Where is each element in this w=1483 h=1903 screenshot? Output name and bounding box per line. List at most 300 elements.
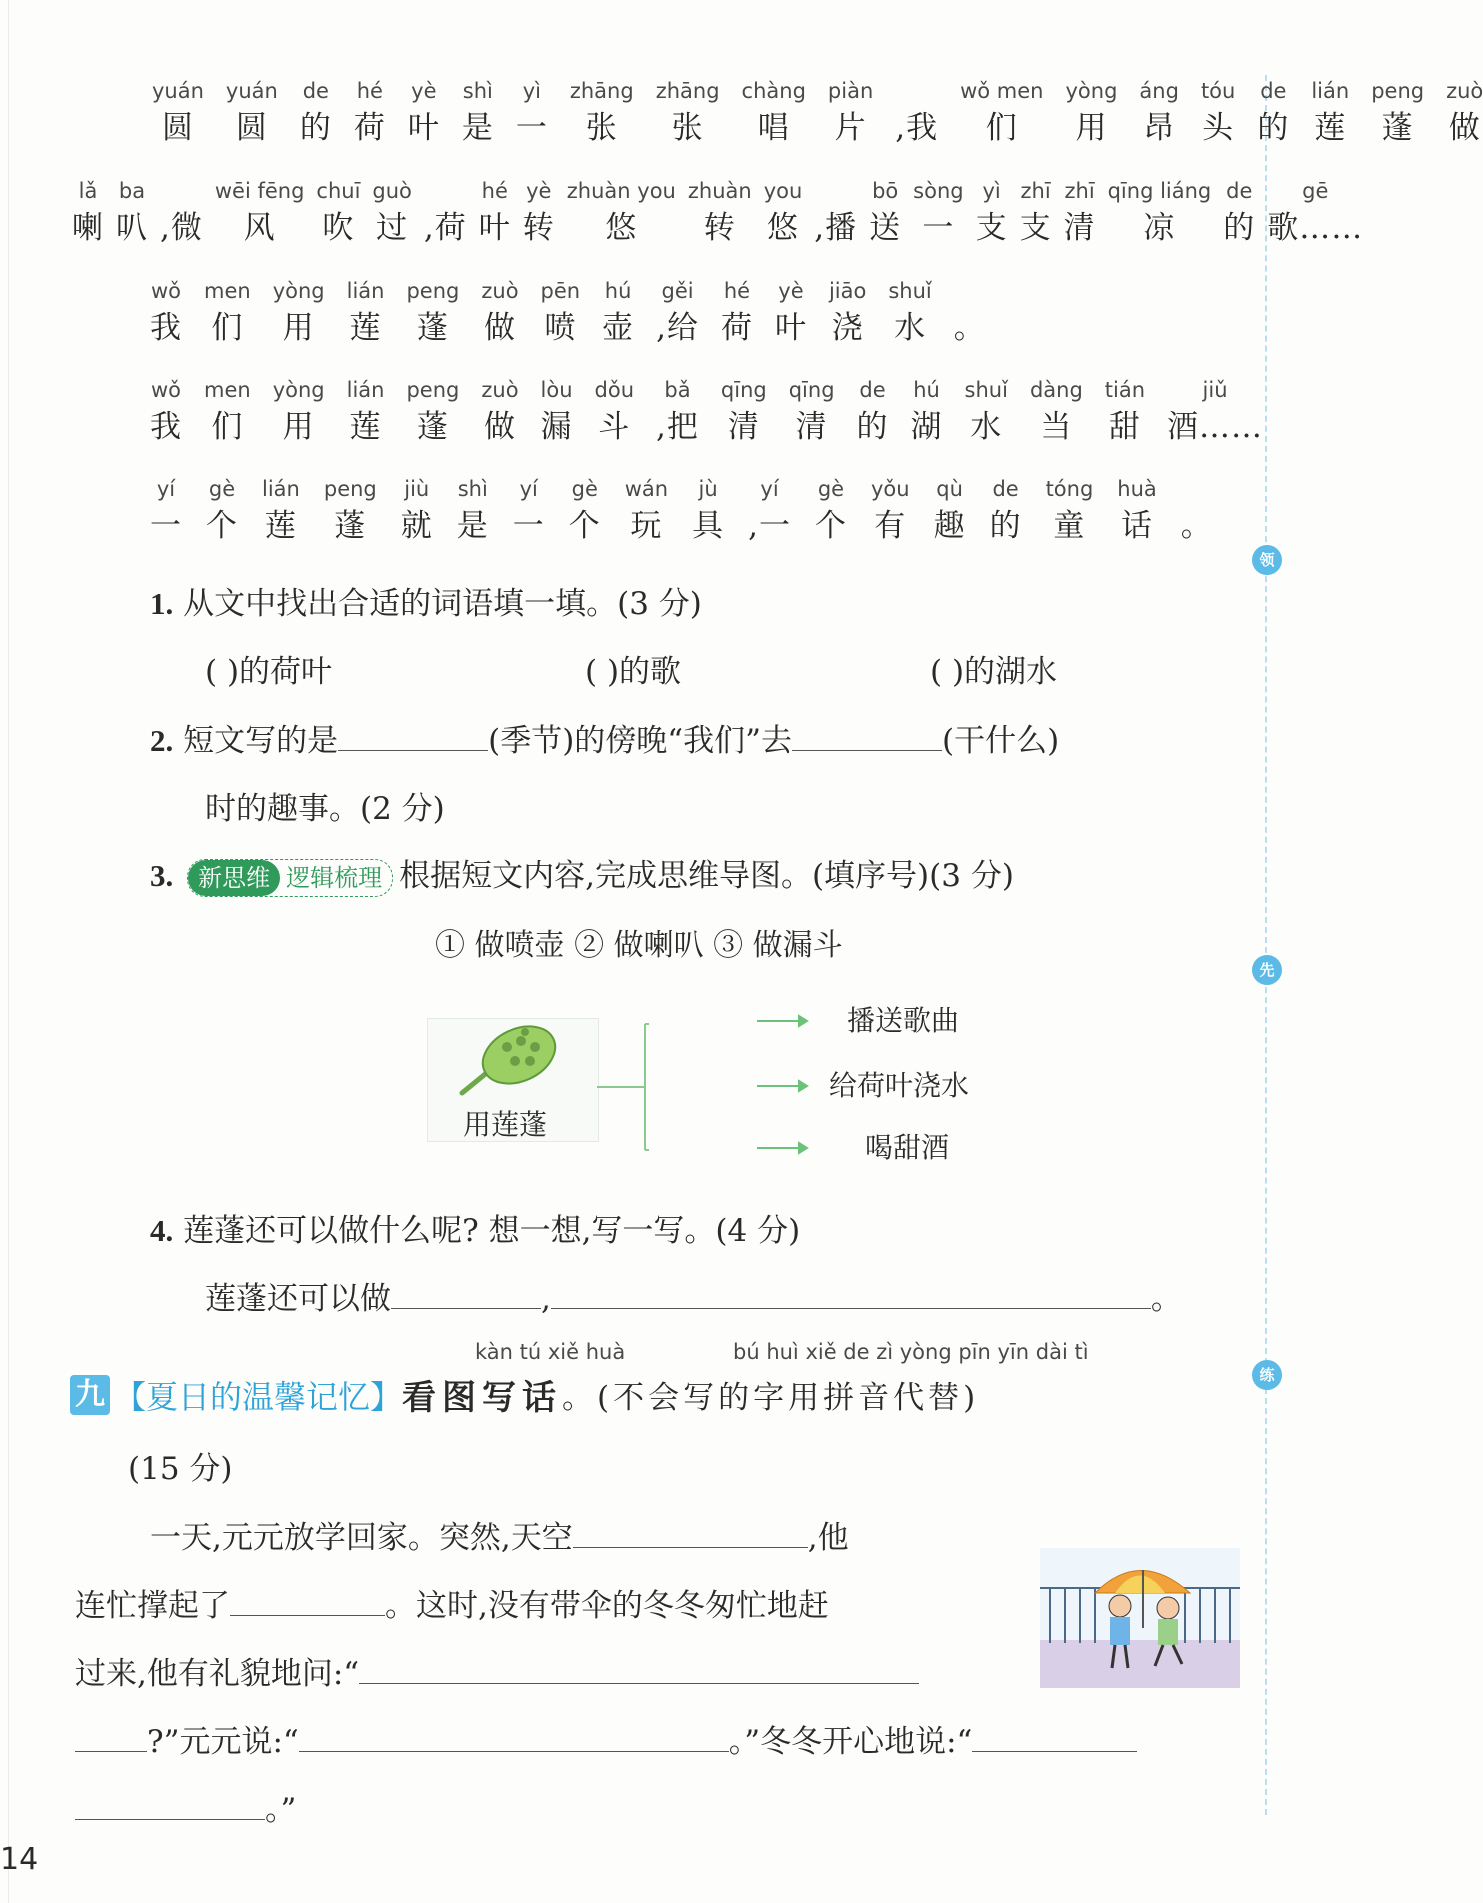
pinyin: peng [406,279,460,303]
side-tab-icon: 领 [1252,545,1282,575]
pinyin: wǒ [150,279,182,303]
pinyin: wǒ men [960,79,1044,103]
pinyin-char-unit [1201,75,1235,149]
hanzi: 莲 [349,409,382,445]
pinyin: lián [346,378,385,402]
hanzi: 有 [874,508,907,544]
pinyin-char-unit [300,75,332,149]
q1-blank-3[interactable]: ( )的湖水 [930,654,1058,690]
pinyin: de [302,79,329,103]
pinyin-char-unit [160,175,203,249]
hanzi: 蓬 [416,310,449,346]
question-text: (干什么) [942,723,1060,759]
pinyin-char-unit [262,473,300,547]
pinyin-char-unit [1108,175,1212,249]
pinyin: jù [698,477,718,501]
hanzi: 用 [1075,110,1108,146]
hanzi: 叶 [407,110,440,146]
pinyin-char-unit [976,175,1008,249]
pinyin: shì [457,477,488,501]
pinyin: gè [208,477,236,501]
title-pinyin: kàn tú xiě huà [475,1340,626,1364]
question-text: 短文写的是 [183,723,339,759]
pinyin-char-unit [1257,75,1289,149]
pinyin-char-unit [1167,374,1263,448]
pinyin-char-unit [789,374,835,448]
pinyin-char-unit [1181,473,1213,547]
question-4 [150,1205,800,1250]
pinyin: yì [982,179,1001,203]
hanzi: 的 [1223,210,1256,246]
story-line-2: 连忙撑起了 。这时,没有带伞的冬冬匆忙地赶 [75,1580,829,1625]
answer-blank[interactable] [75,1721,147,1752]
question-text: 从文中找出合适的词语填一填。(3 分) [183,586,702,622]
pinyin-char-unit [913,175,963,249]
hanzi: 壶 [602,310,635,346]
pinyin-char-unit [764,175,803,249]
pinyin-char-unit [206,473,238,547]
pinyin: qīng [788,378,835,402]
pinyin: yè [526,179,552,203]
rain-umbrella-illustration [1040,1548,1240,1688]
pinyin: tóng [1045,477,1094,501]
hanzi: 做 [483,310,516,346]
pinyin-char-unit [721,275,753,349]
pinyin: lián [346,279,385,303]
pinyin-char-unit [406,374,459,448]
pinyin-char-unit [324,473,377,547]
pinyin-char-unit [1446,75,1483,149]
hanzi: 喷 [544,310,577,346]
pinyin: yǒu [870,477,910,501]
pinyin: hé [723,279,751,303]
question-text: (季节)的傍晚“我们”去 [488,723,792,759]
pinyin: jiǔ [1202,378,1228,402]
hanzi: 的 [989,508,1022,544]
pinyin-char-unit [273,275,325,349]
pinyin: zuò [481,279,519,303]
pinyin-char-unit [513,473,545,547]
pinyin-char-unit [742,75,806,149]
pinyin: peng [1371,79,1425,103]
hanzi: 莲 [349,310,382,346]
pinyin-char-unit [72,175,104,249]
pinyin: yí [760,477,779,501]
section-instructions: 。(不会写的字用拼音代替) [562,1380,980,1416]
pinyin-char-unit [625,473,668,547]
hanzi: 风 [243,210,276,246]
pinyin-char-unit [595,374,635,448]
pinyin: gē [1302,179,1329,203]
pinyin-char-unit [204,374,251,448]
pinyin: yòng [1065,79,1118,103]
hanzi: 片 [834,110,867,146]
hanzi: 。 [953,310,986,346]
pinyin: men [204,279,251,303]
pinyin: zhāng [655,79,720,103]
pinyin: pēn [540,279,581,303]
page-edge [8,0,9,1903]
pinyin: hú [913,378,940,402]
pinyin-char-unit [406,275,459,349]
pinyin: de [992,477,1019,501]
hanzi: 当 [1040,409,1073,445]
section-heading: 看图写话 [402,1378,563,1418]
mind-map [427,985,1017,1164]
pinyin: qīng [720,378,767,402]
pinyin-char-unit [1267,175,1363,249]
hanzi: 悠 [605,210,638,246]
section-9-title [70,1370,979,1419]
hanzi: 的 [1257,110,1290,146]
pinyin: yòng [272,279,325,303]
page-number: 14 [0,1842,39,1877]
q3-options: ① 做喷壶 ② 做喇叭 ③ 做漏斗 [435,928,843,963]
pinyin: zhāng [569,79,634,103]
hanzi: 具 [692,508,725,544]
hanzi: ,荷 [423,210,467,246]
pinyin-char-unit [541,275,581,349]
pinyin-char-unit [354,75,386,149]
poem-line [150,275,986,349]
pinyin-char-unit [602,275,634,349]
section-score: (15 分) [128,1451,233,1487]
hanzi: 湖 [910,409,943,445]
pinyin: yuán [152,79,204,103]
hanzi: 。 [1180,508,1213,544]
answer-blank[interactable] [573,1517,808,1548]
pinyin-char-unit [1105,374,1145,448]
hanzi: 斗 [598,409,631,445]
mind-map-root: 用莲蓬 [463,1108,548,1141]
pinyin: sòng [913,179,964,203]
pinyin-char-unit [479,175,511,249]
hanzi: 就 [400,508,433,544]
pinyin: zuò [1446,79,1483,103]
hanzi: 张 [671,110,704,146]
pinyin-char-unit [462,75,494,149]
q1-blank-2[interactable]: ( )的歌 [585,654,682,690]
pinyin: dǒu [594,378,635,402]
hanzi: ,微 [160,210,203,246]
hanzi: ,播 [814,210,858,246]
question-2 [150,715,1059,760]
hanzi: 蓬 [334,508,367,544]
hanzi: 一 [150,508,182,544]
hanzi: 水 [970,409,1003,445]
pinyin-char-unit [1066,75,1118,149]
q4-answer-line: 莲蓬还可以做 , 。 [205,1273,1182,1318]
hanzi: 趣 [933,508,966,544]
pinyin: yè [778,279,804,303]
hanzi: 个 [206,508,238,544]
hanzi: 一 [512,508,545,544]
hanzi: 做 [483,409,516,445]
pinyin: ba [118,179,146,203]
story-line-3: 过来,他有礼貌地问:“ [75,1648,919,1693]
side-tab-icon: 练 [1252,1360,1282,1390]
question-text: 莲蓬还可以做什么呢? 想一想,写一写。(4 分) [183,1213,801,1249]
pinyin-char-unit [1371,75,1424,149]
hanzi: 叶 [478,210,511,246]
pinyin: zhuàn you [566,179,676,203]
pinyin: lǎ [78,179,98,203]
pinyin: peng [406,378,460,402]
pinyin-char-unit [204,275,251,349]
question-number: 1. [150,586,174,621]
pinyin: de [859,378,886,402]
pinyin-char-unit [1117,473,1157,547]
pinyin: you [763,179,803,203]
hanzi: 蓬 [416,409,449,445]
hanzi: 我 [150,409,182,445]
poem-line [72,175,1363,249]
answer-blank[interactable] [551,1278,1151,1309]
section-tag: 【夏日的温馨记忆】 [114,1377,403,1416]
pinyin: tián [1104,378,1146,402]
pinyin: bǎ [664,378,691,402]
hanzi: 话 [1121,508,1154,544]
pinyin: chuī [316,179,361,203]
hanzi: 浇 [831,310,864,346]
pinyin-char-unit [316,175,360,249]
pinyin: piàn [827,79,874,103]
hanzi: 用 [282,409,315,445]
hanzi: 童 [1053,508,1086,544]
hanzi: 玩 [630,508,663,544]
hanzi: ,我 [895,110,939,146]
pinyin: de [1260,79,1287,103]
pinyin-char-unit [911,374,943,448]
hanzi: 酒…… [1167,409,1264,445]
pinyin: hé [356,79,383,103]
hanzi: 一 [515,110,548,146]
hanzi: 用 [282,310,315,346]
season-blank[interactable] [338,720,488,751]
hanzi: 是 [456,508,489,544]
hanzi: 支 [1019,210,1052,246]
pinyin-char-unit [567,175,676,249]
hanzi: 叶 [774,310,807,346]
pinyin-char-unit [1046,473,1094,547]
section-number: 九 [70,1375,110,1415]
pinyin-char-unit [954,275,986,349]
pinyin: qù [936,477,963,501]
pinyin-char-unit [150,374,182,448]
pinyin-char-unit [656,275,699,349]
hanzi: 清 [795,409,828,445]
pinyin: jiù [404,477,430,501]
pinyin-char-unit [226,75,278,149]
pinyin: zhī [1064,179,1095,203]
pinyin: hú [604,279,632,303]
pinyin: dàng [1029,378,1083,402]
pinyin: hé [481,179,508,203]
pinyin-char-unit [871,473,910,547]
hanzi: 过 [376,210,409,246]
question-number: 2. [150,723,174,758]
binding-dashed-line [1265,75,1267,1815]
hanzi: 支 [975,210,1008,246]
pinyin: yè [411,79,437,103]
new-thinking-badge: 新思维 逻辑梳理 [187,859,393,897]
pinyin: gè [817,477,845,501]
pinyin: yì [522,79,541,103]
pinyin-char-unit [934,473,966,547]
pinyin-char-unit [401,473,433,547]
hanzi: 昂 [1143,110,1176,146]
question-3 [150,850,1014,897]
answer-blank[interactable] [391,1278,541,1309]
pinyin: guò [372,179,412,203]
pinyin-char-unit [424,175,467,249]
pinyin-char-unit [965,374,1008,448]
hanzi: 歌…… [1267,210,1364,246]
poem-line [152,75,1483,149]
hanzi: 莲 [264,508,297,544]
pinyin-char-unit [1223,175,1255,249]
question-text: 根据短文内容,完成思维导图。(填序号)(3 分) [399,858,1014,894]
pinyin-char-unit [150,275,182,349]
pinyin-char-unit [347,275,385,349]
pinyin-char-unit [457,473,489,547]
pinyin-char-unit [541,374,573,448]
hanzi: 是 [461,110,494,146]
pinyin: yí [519,477,538,501]
pinyin: yòng [272,378,325,402]
hanzi: 转 [703,210,736,246]
pinyin: men [204,378,251,402]
hanzi: 喇 [72,210,104,246]
pinyin-char-unit [895,75,938,149]
pinyin: lián [1311,79,1350,103]
activity-blank[interactable] [792,720,942,751]
rest-pinyin: bú huì xiě de zì yòng pīn yīn dài tì [733,1340,1089,1364]
pinyin: wǒ [150,378,182,402]
pinyin: gěi [661,279,694,303]
hanzi: 圆 [235,110,268,146]
pinyin-char-unit [775,275,807,349]
pinyin: zhuàn [687,179,752,203]
pinyin: chàng [741,79,806,103]
pinyin-char-unit [372,175,412,249]
hanzi: 水 [894,310,927,346]
pinyin-char-unit [481,374,518,448]
pinyin-char-unit [688,175,752,249]
hanzi: 个 [568,508,601,544]
hanzi: 一 [922,210,955,246]
pinyin-char-unit [692,473,724,547]
hanzi: 我 [150,310,182,346]
pinyin-char-unit [408,75,440,149]
hanzi: 唱 [757,110,790,146]
hanzi: 的 [856,409,889,445]
pinyin-char-unit [1139,75,1179,149]
question-2-cont: 时的趣事。(2 分) [205,791,445,827]
side-tab-icon: 先 [1252,955,1282,985]
hanzi: ,给 [656,310,699,346]
pinyin: gè [571,477,598,501]
pinyin-char-unit [523,175,555,249]
question-number: 3. [150,858,174,893]
pinyin: lián [262,477,300,501]
hanzi: 送 [869,210,902,246]
pinyin-char-unit [1311,75,1349,149]
pinyin: qīng liáng [1107,179,1212,203]
pinyin-char-unit [1064,175,1096,249]
lotus-pod-icon [462,1015,564,1094]
hanzi: 叭 [116,210,148,246]
poem-line [150,473,1213,547]
story-line-4: ?”元元说:“ 。”冬冬开心地说:“ [75,1716,1137,1761]
pinyin-char-unit [990,473,1022,547]
pinyin-char-unit [152,75,204,149]
hanzi: 个 [814,508,847,544]
mind-map-item: 喝甜酒 [865,1131,950,1164]
hanzi: 做 [1448,110,1481,146]
q1-blank-1[interactable]: ( )的荷叶 [205,654,333,690]
pinyin-char-unit [828,75,873,149]
answer-blank[interactable] [972,1721,1137,1752]
hanzi: 甜 [1108,409,1141,445]
pinyin-char-unit [273,374,325,448]
pinyin: tóu [1200,79,1236,103]
hanzi: 圆 [161,110,194,146]
pinyin-char-unit [1020,175,1052,249]
hanzi: ,把 [656,409,699,445]
pinyin-char-unit [857,374,889,448]
pinyin-char-unit [1030,374,1083,448]
hanzi: 清 [727,409,760,445]
hanzi: 吹 [322,210,355,246]
hanzi: 们 [985,110,1018,146]
pinyin-char-unit [215,175,305,249]
hanzi: 张 [585,110,618,146]
pinyin: shuǐ [888,279,932,303]
pinyin-char-unit [829,275,866,349]
pinyin: shuǐ [964,378,1008,402]
pinyin: áng [1139,79,1179,103]
pinyin: wán [624,477,669,501]
pinyin: zuò [481,378,519,402]
answer-blank[interactable] [75,1789,265,1820]
pinyin: jiāo [828,279,867,303]
pinyin-char-unit [814,175,857,249]
poem-line [150,374,1263,448]
hanzi: 蓬 [1381,110,1414,146]
pinyin: zhī [1020,179,1051,203]
answer-blank[interactable] [359,1653,919,1684]
answer-blank[interactable] [230,1585,385,1616]
pinyin-char-unit [570,75,634,149]
answer-blank[interactable] [299,1721,729,1752]
pinyin-char-unit [815,473,847,547]
mind-map-item: 播送歌曲 [847,1004,960,1037]
hanzi: 的 [299,110,332,146]
pinyin: yuán [225,79,278,103]
pinyin-char-unit [150,473,182,547]
hanzi: 悠 [767,210,799,246]
hanzi: 凉 [1143,210,1176,246]
pinyin-char-unit [656,75,720,149]
pinyin-char-unit [569,473,601,547]
pinyin-char-unit [516,75,548,149]
hanzi: 们 [211,409,244,445]
pinyin: wēi fēng [214,179,305,203]
story-line-1: 一天,元元放学回家。突然,天空 ,他 [150,1512,849,1557]
hanzi: 荷 [720,310,753,346]
question-1 [150,578,702,623]
